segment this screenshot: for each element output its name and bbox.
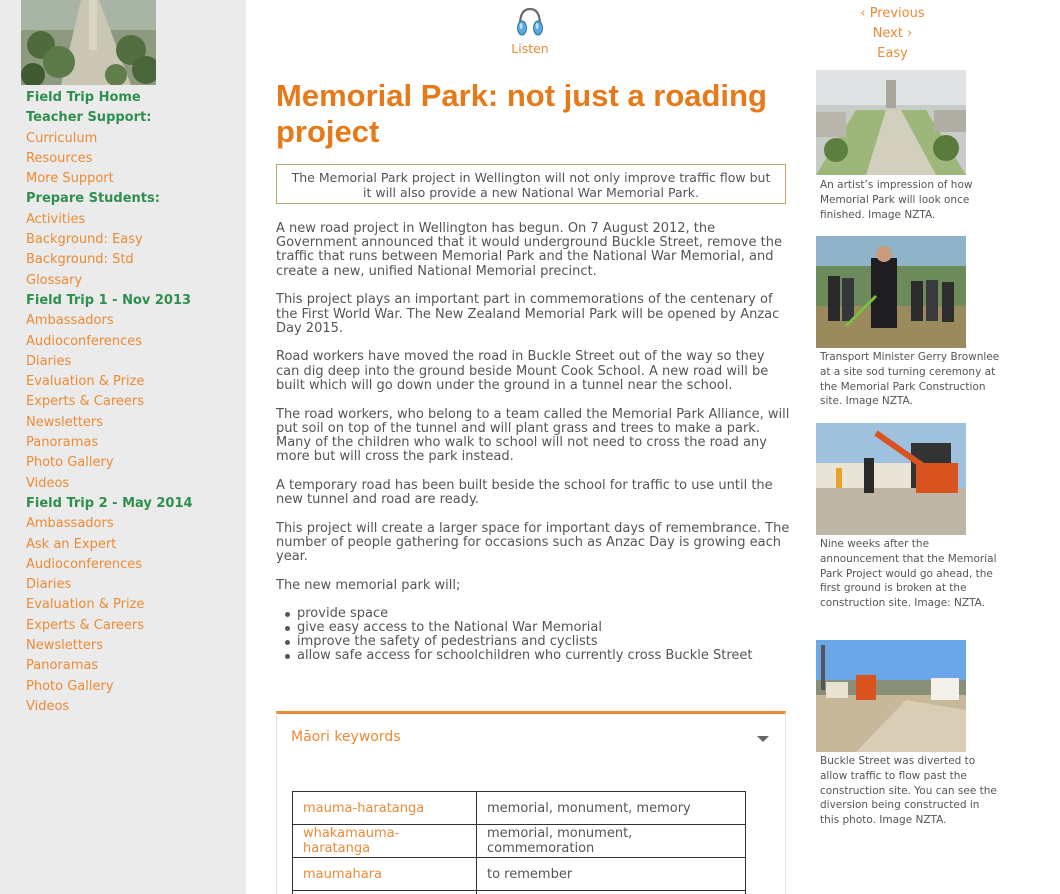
diversion-image[interactable] — [816, 640, 966, 752]
sidebar-nav-link[interactable]: Audioconferences — [26, 333, 143, 349]
keywords-table — [292, 791, 746, 894]
sidebar-nav-link[interactable]: Curriculum — [26, 130, 98, 146]
sidebar-nav-link[interactable]: Videos — [26, 698, 70, 714]
sidebar-nav-link[interactable]: Background: Std — [26, 252, 134, 268]
sidebar-nav-link[interactable]: Panoramas — [26, 658, 99, 674]
sidebar-nav-link[interactable]: Videos — [26, 475, 70, 491]
reading-level-link[interactable]: Easy — [877, 46, 908, 61]
maori-keyword-link[interactable]: maumahara — [293, 858, 477, 891]
listen-button[interactable] — [500, 5, 560, 56]
article-paragraph: A temporary road has been built beside the school for traffic to use until the new tunnel and road are ready. — [276, 477, 773, 508]
sidebar-nav-link[interactable]: Diaries — [26, 353, 72, 369]
list-item: give easy access to the National War Memorial — [276, 621, 791, 635]
sidebar-nav-link[interactable]: Ask an Expert — [26, 536, 117, 552]
ground-broken-image[interactable] — [816, 423, 966, 535]
sidebar-nav-link[interactable]: Evaluation & Prize — [26, 597, 145, 613]
sidebar-nav-link[interactable]: Audioconferences — [26, 556, 143, 572]
sidebar-nav-link[interactable]: Diaries — [26, 577, 72, 593]
maori-keyword-link[interactable] — [293, 891, 477, 894]
article-paragraph: The new memorial park will; — [276, 577, 461, 593]
article-paragraph: This project will create a larger space for important days of remembrance. The number of people gathering for occasions such as Anzac Day is growing each year. — [276, 520, 790, 565]
sidebar-nav-link[interactable]: Photo Gallery — [26, 455, 114, 471]
table-row — [293, 825, 746, 858]
figure-caption: Transport Minister Gerry Brownlee at a site sod turning ceremony at the Memorial Park Construction site. Image NZTA. — [820, 351, 1000, 408]
sidebar-section-heading[interactable]: Prepare Students: — [26, 191, 160, 207]
table-row — [293, 792, 746, 825]
sidebar-nav-link[interactable]: Background: Easy — [26, 232, 143, 248]
sidebar-nav-link[interactable]: Photo Gallery — [26, 678, 114, 694]
article-paragraph: This project plays an important part in commemorations of the centenary of the First World War. The New Zealand Memorial Park will be opened by Anzac Day 2015. — [276, 292, 780, 336]
list-item: provide space — [276, 607, 791, 621]
site-thumbnail-image[interactable] — [21, 0, 156, 85]
sidebar-section-heading[interactable]: Field Trip Home — [26, 90, 141, 105]
article-body — [276, 222, 791, 663]
sidebar-nav-link[interactable]: Evaluation & Prize — [26, 374, 145, 390]
sidebar-nav-link[interactable]: Ambassadors — [26, 313, 114, 329]
english-meaning: memorial, monument, memory — [477, 792, 746, 825]
headphones-icon — [500, 5, 560, 39]
maori-keywords-title: Māori keywords — [291, 729, 401, 745]
maori-keywords-panel — [276, 711, 786, 894]
sidebar-nav-link[interactable]: Newsletters — [26, 414, 104, 430]
sod-turning-image[interactable] — [816, 236, 966, 348]
english-meaning: to remember — [477, 858, 746, 891]
sidebar-section-heading[interactable]: Teacher Support: — [26, 110, 152, 126]
list-item: allow safe access for schoolchildren who currently cross Buckle Street — [276, 649, 791, 663]
next-link[interactable]: Next › — [872, 26, 913, 41]
figure-caption: Buckle Street was diverted to allow traffic to flow past the construction site. You can see the diversion being constructed in this photo. Image NZTA. — [820, 755, 997, 827]
sidebar-nav-link[interactable]: Glossary — [26, 272, 83, 288]
sidebar-nav-link[interactable]: Newsletters — [26, 638, 104, 654]
sidebar-nav — [26, 88, 241, 717]
article-summary-box: The Memorial Park project in Wellington will not only improve traffic flow but it will also provide a new National War Memorial Park. — [276, 164, 786, 204]
table-row — [293, 891, 746, 894]
page-title: Memorial Park: not just a roading project — [276, 78, 767, 149]
article-paragraph: A new road project in Wellington has begun. On 7 August 2012, the Government announced that it would underground Buckle Street, remove the traffic that runs between Memorial Park and the National War Memorial, and create a new, unified National Memorial precinct. — [276, 221, 782, 279]
sidebar-nav-link[interactable]: Panoramas — [26, 435, 99, 451]
listen-label: Listen — [511, 41, 549, 56]
sidebar-nav-link[interactable]: Experts & Careers — [26, 617, 144, 633]
pager — [830, 4, 955, 64]
chevron-down-icon — [757, 736, 769, 742]
sidebar-nav-link[interactable]: Ambassadors — [26, 516, 114, 532]
maori-keyword-link[interactable]: mauma-haratanga — [293, 792, 477, 825]
figure-caption: An artist’s impression of how Memorial Park will look once finished. Image NZTA. — [820, 179, 973, 221]
previous-link[interactable]: ‹ Previous — [860, 6, 925, 21]
table-row — [293, 858, 746, 891]
sidebar-nav-link[interactable]: Activities — [26, 211, 86, 227]
article-paragraphs — [276, 222, 791, 593]
english-meaning — [477, 891, 746, 894]
maori-keyword-link[interactable]: whakamauma-haratanga — [293, 825, 477, 858]
sidebar-nav-link[interactable]: Experts & Careers — [26, 394, 144, 410]
maori-keywords-toggle[interactable] — [277, 714, 785, 758]
article-paragraph: The road workers, who belong to a team called the Memorial Park Alliance, will put soil on top of the tunnel and will plant grass and trees to make a park. Many of the children who walk to school will not need to cross the road any more but will cross the park instead. — [276, 406, 790, 465]
artist-impression-image[interactable] — [816, 70, 966, 175]
sidebar-section-heading[interactable]: Field Trip 2 - May 2014 — [26, 495, 193, 511]
sidebar-section-heading[interactable]: Field Trip 1 - Nov 2013 — [26, 292, 192, 308]
figure-caption: Nine weeks after the announcement that the Memorial Park Project would go ahead, the first ground is broken at the construction site. Image: NZTA. — [820, 538, 997, 610]
benefits-list — [276, 607, 791, 664]
english-meaning: memorial, monument, commemoration — [477, 825, 746, 858]
list-item: improve the safety of pedestrians and cyclists — [276, 635, 791, 649]
article-paragraph: Road workers have moved the road in Buckle Street out of the way so they can dig deep into the ground beside Mount Cook School. A new road will be built which will go down under the ground in a tunnel near the school. — [276, 349, 769, 393]
sidebar-nav-link[interactable]: Resources — [26, 150, 93, 166]
sidebar — [0, 0, 246, 894]
sidebar-nav-link[interactable]: More Support — [26, 171, 114, 187]
